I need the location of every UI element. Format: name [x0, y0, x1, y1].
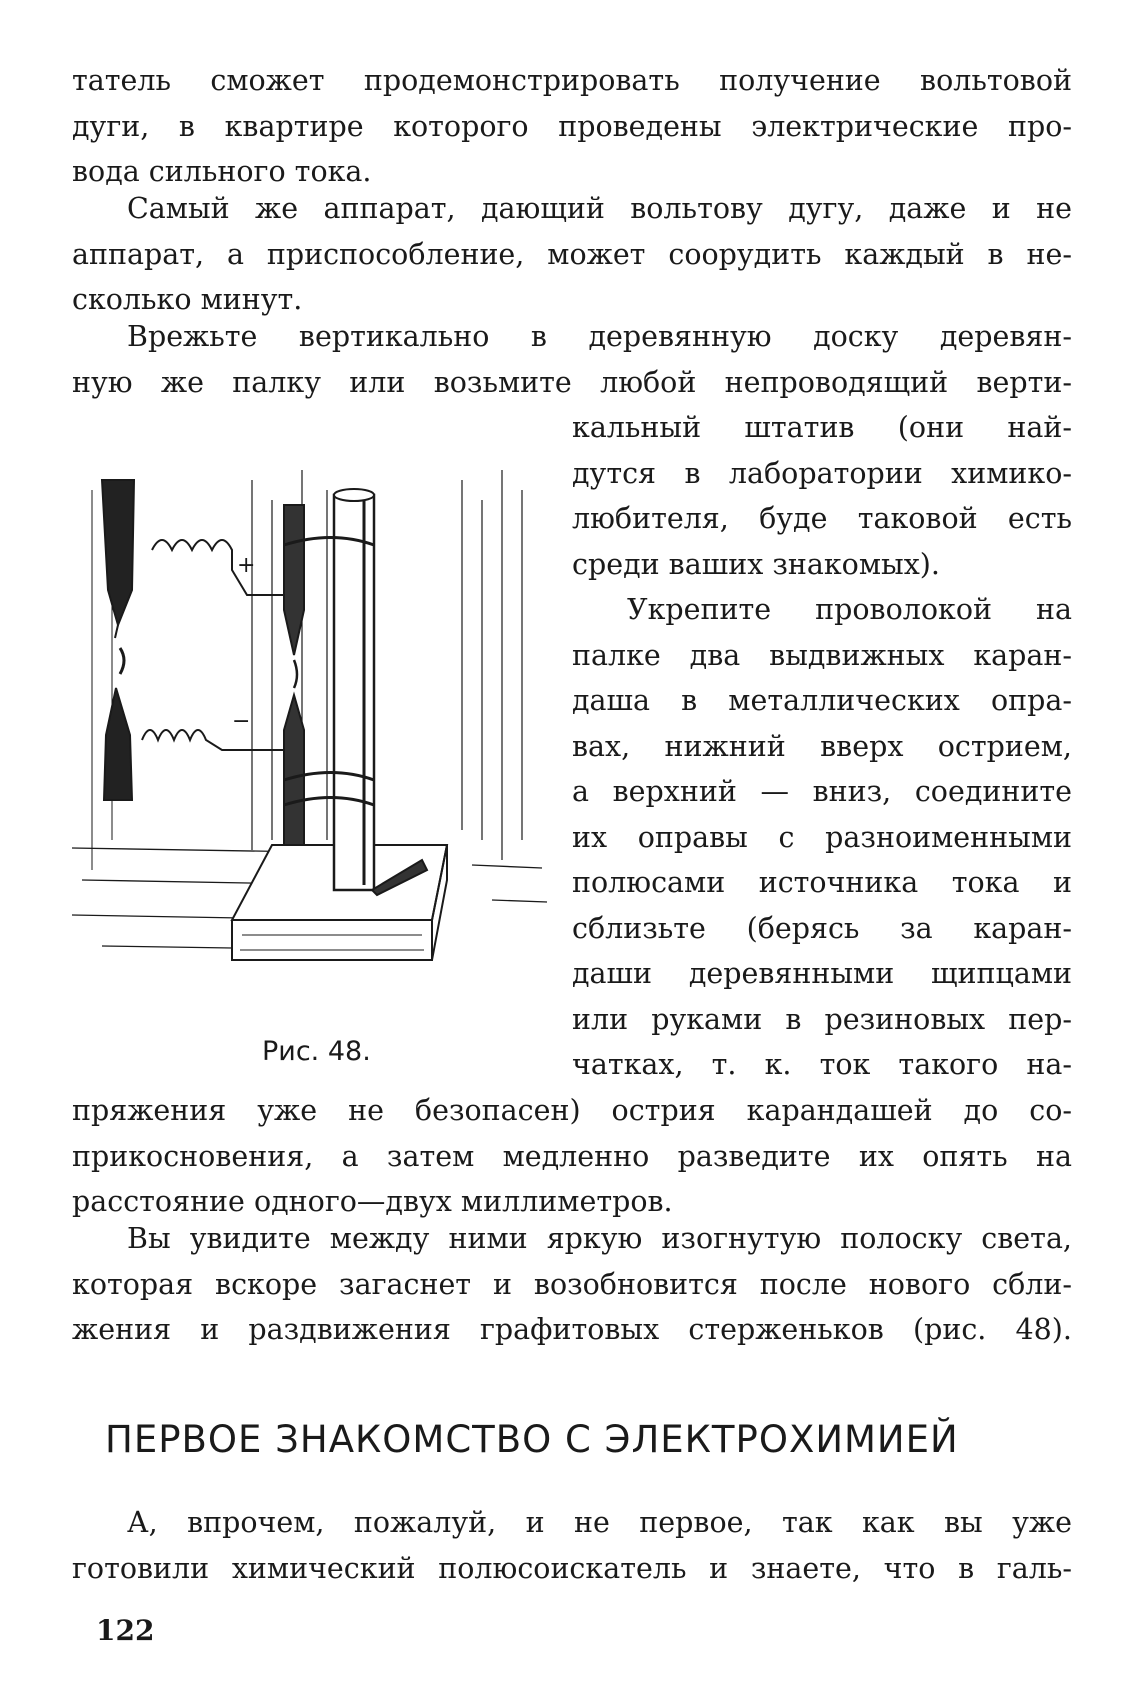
text-line: пряжения уже не безопасен) острия карандашей до со- [72, 1094, 1072, 1127]
text-line: сблизьте (берясь за каран- [572, 911, 1072, 945]
text-line: полюсами источника тока и [572, 866, 1072, 899]
text-line: дуги, в квартире которого проведены электрические про- [72, 109, 1072, 143]
page-number: 122 [96, 1614, 155, 1647]
paragraph-6 [72, 1500, 1072, 1591]
text-line: даши деревянными щипцами [572, 957, 1072, 990]
paragraph-4-wrap [572, 587, 1072, 1088]
text-line: аппарат, а приспособление, может соорудить каждый в не- [72, 237, 1072, 271]
text-line: жения и раздвижения графитовых стерженьков (рис. 48). [72, 1313, 1072, 1346]
paragraph-4 [72, 1088, 1072, 1225]
text-line: Укрепите проволокой на [627, 593, 1072, 626]
text-line: любителя, буде таковой есть [572, 502, 1072, 535]
text-line: или руками в резиновых пер- [572, 1002, 1072, 1036]
section-heading: ПЕРВОЕ ЗНАКОМСТВО С ЭЛЕКТРОХИМИЕЙ [105, 1418, 959, 1461]
figure-caption: Рис. 48. [262, 1036, 371, 1067]
text-line: вода сильного тока. [72, 155, 372, 188]
text-line: готовили химический полюсоискатель и знаете, что в галь- [72, 1551, 1072, 1585]
plus-sign: + [237, 553, 256, 578]
arc-lamp-illustration [72, 460, 552, 1020]
figure-48 [72, 460, 552, 1020]
text-line: расстояние одного—двух миллиметров. [72, 1185, 673, 1218]
text-line: даша в металлических опра- [572, 684, 1072, 717]
text-line: а верхний — вниз, соедините [572, 775, 1072, 808]
text-line: среди ваших знакомых). [572, 547, 940, 581]
text-line: Самый же аппарат, дающий вольтову дугу, даже и не [127, 192, 1072, 225]
text-line: ную же палку или возьмите любой непроводящий верти- [72, 365, 1072, 399]
paragraph-3-wrap [572, 405, 1072, 587]
text-line: чатках, т. к. ток такого на- [572, 1048, 1072, 1081]
text-line: которая вскоре загаснет и возобновится после нового сбли- [72, 1267, 1072, 1301]
paragraph-1 [72, 58, 1072, 195]
text-line: А, впрочем, пожалуй, и не первое, так как вы уже [127, 1506, 1072, 1539]
text-line: вах, нижний вверх острием, [572, 729, 1072, 763]
text-line: кальный штатив (они най- [572, 411, 1072, 444]
minus-sign: − [232, 709, 251, 734]
text-line: татель сможет продемонстрировать получение вольтовой [72, 64, 1072, 97]
text-line: их оправы с разноименными [572, 820, 1072, 854]
paragraph-2 [72, 186, 1072, 323]
text-line: сколько минут. [72, 283, 303, 316]
text-line: Врежьте вертикально в деревянную доску деревян- [127, 320, 1072, 353]
text-line: Вы увидите между ними яркую изогнутую полоску света, [127, 1222, 1072, 1255]
paragraph-5 [72, 1216, 1072, 1353]
text-line: палке два выдвижных каран- [572, 638, 1072, 672]
text-line: прикосновения, а затем медленно разведите их опять на [72, 1139, 1072, 1173]
paragraph-3 [72, 314, 1072, 405]
text-line: дутся в лаборатории химико- [572, 456, 1072, 490]
